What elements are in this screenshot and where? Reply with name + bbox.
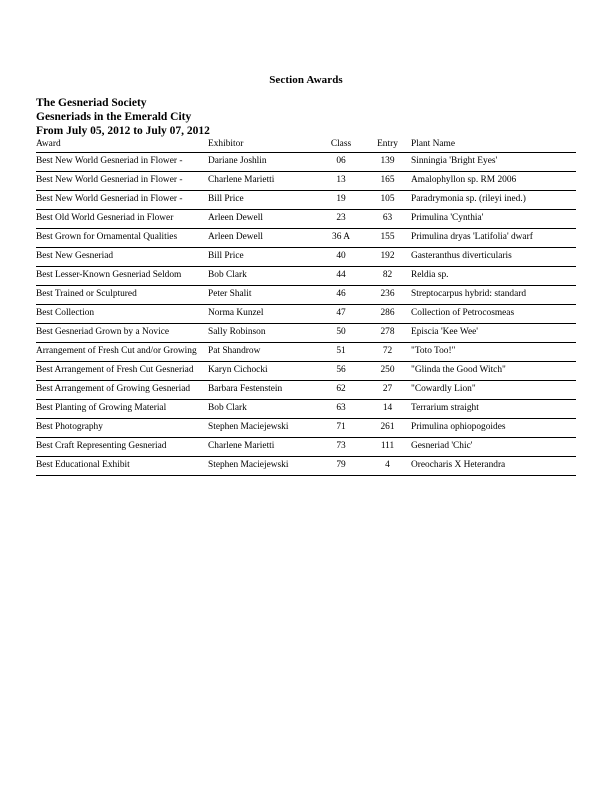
class-cell: 73	[336, 441, 346, 451]
plant-name-cell: Reldia sp.	[411, 270, 449, 280]
table-row	[36, 362, 576, 381]
exhibitor-cell: Stephen Maciejewski	[208, 460, 289, 470]
award-cell: Best Old World Gesneriad in Flower	[36, 213, 174, 223]
plant-name-cell: Primulina 'Cynthia'	[411, 213, 484, 223]
award-cell: Best Lesser-Known Gesneriad Seldom	[36, 270, 182, 280]
class-cell: 56	[336, 365, 346, 375]
exhibitor-cell: Charlene Marietti	[208, 441, 275, 451]
table-body	[36, 153, 576, 476]
table-row	[36, 419, 576, 438]
class-cell: 46	[336, 289, 346, 299]
award-cell: Best Grown for Ornamental Qualities	[36, 232, 178, 242]
exhibitor-cell: Arleen Dewell	[208, 213, 263, 223]
award-cell: Best Photography	[36, 422, 103, 432]
award-cell: Best New World Gesneriad in Flower -	[36, 156, 183, 166]
award-cell: Best New World Gesneriad in Flower -	[36, 194, 183, 204]
exhibitor-cell: Bill Price	[208, 251, 244, 261]
society-name: The Gesneriad Society	[36, 97, 147, 109]
plant-name-cell: Primulina ophiopogoides	[411, 422, 506, 432]
award-cell: Best Collection	[36, 308, 95, 318]
exhibitor-cell: Dariane Joshlin	[208, 156, 267, 166]
class-cell: 13	[336, 175, 346, 185]
plant-name-cell: Episcia 'Kee Wee'	[411, 327, 479, 337]
header-exhibitor: Exhibitor	[208, 139, 244, 149]
award-cell: Best Gesneriad Grown by a Novice	[36, 327, 170, 337]
entry-cell: 82	[382, 270, 393, 280]
plant-name-cell: "Glinda the Good Witch"	[411, 365, 506, 375]
header-plant-name: Plant Name	[411, 139, 456, 149]
exhibitor-cell: Sally Robinson	[208, 327, 266, 337]
entry-cell: 286	[380, 308, 395, 318]
award-cell: Arrangement of Fresh Cut and/or Growing	[36, 346, 197, 356]
table-row	[36, 400, 576, 419]
table-row	[36, 210, 576, 229]
award-cell: Best Trained or Sculptured	[36, 289, 137, 299]
award-cell: Best New World Gesneriad in Flower -	[36, 175, 183, 185]
entry-cell: 155	[380, 232, 395, 242]
exhibitor-cell: Stephen Maciejewski	[208, 422, 289, 432]
entry-cell: 236	[380, 289, 395, 299]
class-cell: 79	[336, 460, 346, 470]
exhibitor-cell: Peter Shalit	[208, 289, 252, 299]
class-cell: 51	[336, 346, 346, 356]
table-row	[36, 153, 576, 172]
entry-cell: 14	[382, 403, 393, 413]
header-award: Award	[36, 139, 61, 149]
class-cell: 36 A	[332, 232, 350, 242]
table-row	[36, 381, 576, 400]
entry-cell: 27	[382, 384, 393, 394]
section-title: Section Awards	[269, 74, 343, 86]
entry-cell: 63	[382, 213, 393, 223]
award-cell: Best Planting of Growing Material	[36, 403, 167, 413]
class-cell: 19	[336, 194, 346, 204]
entry-cell: 192	[380, 251, 395, 261]
show-dates: From July 05, 2012 to July 07, 2012	[36, 125, 210, 137]
class-cell: 50	[336, 327, 346, 337]
exhibitor-cell: Bob Clark	[208, 270, 247, 280]
entry-cell: 4	[385, 460, 390, 470]
table-row	[36, 305, 576, 324]
plant-name-cell: Primulina dryas 'Latifolia' dwarf	[411, 232, 533, 242]
table-row	[36, 248, 576, 267]
plant-name-cell: Collection of Petrocosmeas	[411, 308, 515, 318]
exhibitor-cell: Norma Kunzel	[208, 308, 264, 318]
entry-cell: 105	[380, 194, 395, 204]
entry-cell: 278	[380, 327, 395, 337]
class-cell: 40	[336, 251, 346, 261]
class-cell: 44	[336, 270, 346, 280]
class-cell: 63	[336, 403, 346, 413]
award-cell: Best Arrangement of Growing Gesneriad	[36, 384, 191, 394]
show-name: Gesneriads in the Emerald City	[36, 111, 192, 123]
table-header	[36, 138, 576, 153]
table-row	[36, 267, 576, 286]
exhibitor-cell: Charlene Marietti	[208, 175, 275, 185]
class-cell: 62	[336, 384, 346, 394]
plant-name-cell: Streptocarpus hybrid: standard	[411, 289, 527, 299]
table-row	[36, 286, 576, 305]
awards-table	[36, 138, 576, 476]
table-row	[36, 191, 576, 210]
plant-name-cell: Gesneriad 'Chic'	[411, 441, 473, 451]
exhibitor-cell: Barbara Festenstein	[208, 384, 283, 394]
table-row	[36, 229, 576, 248]
exhibitor-cell: Bob Clark	[208, 403, 247, 413]
entry-cell: 139	[380, 156, 395, 166]
table-row	[36, 457, 576, 476]
entry-cell: 250	[380, 365, 395, 375]
award-cell: Best New Gesneriad	[36, 251, 114, 261]
header-entry: Entry	[377, 139, 398, 149]
award-cell: Best Craft Representing Gesneriad	[36, 441, 167, 451]
plant-name-cell: "Cowardly Lion"	[411, 384, 476, 394]
plant-name-cell: Paradrymonia sp. (rileyi ined.)	[411, 194, 526, 204]
plant-name-cell: "Toto Too!"	[411, 346, 456, 356]
plant-name-cell: Gasteranthus diverticularis	[411, 251, 512, 261]
class-cell: 71	[336, 422, 346, 432]
plant-name-cell: Sinningia 'Bright Eyes'	[411, 156, 498, 166]
entry-cell: 72	[382, 346, 393, 356]
plant-name-cell: Amalophyllon sp. RM 2006	[411, 175, 517, 185]
class-cell: 06	[336, 156, 346, 166]
award-cell: Best Arrangement of Fresh Cut Gesneriad	[36, 365, 194, 375]
exhibitor-cell: Karyn Cichocki	[208, 365, 268, 375]
entry-cell: 111	[380, 441, 395, 451]
entry-cell: 165	[380, 175, 395, 185]
entry-cell: 261	[380, 422, 395, 432]
table-row	[36, 438, 576, 457]
table-row	[36, 172, 576, 191]
header-class: Class	[330, 139, 352, 149]
plant-name-cell: Terrarium straight	[411, 403, 479, 413]
table-row	[36, 324, 576, 343]
exhibitor-cell: Arleen Dewell	[208, 232, 263, 242]
award-cell: Best Educational Exhibit	[36, 460, 130, 470]
class-cell: 23	[336, 213, 346, 223]
plant-name-cell: Oreocharis X Heterandra	[411, 460, 506, 470]
class-cell: 47	[336, 308, 346, 318]
table-row	[36, 343, 576, 362]
exhibitor-cell: Pat Shandrow	[208, 346, 261, 356]
exhibitor-cell: Bill Price	[208, 194, 244, 204]
